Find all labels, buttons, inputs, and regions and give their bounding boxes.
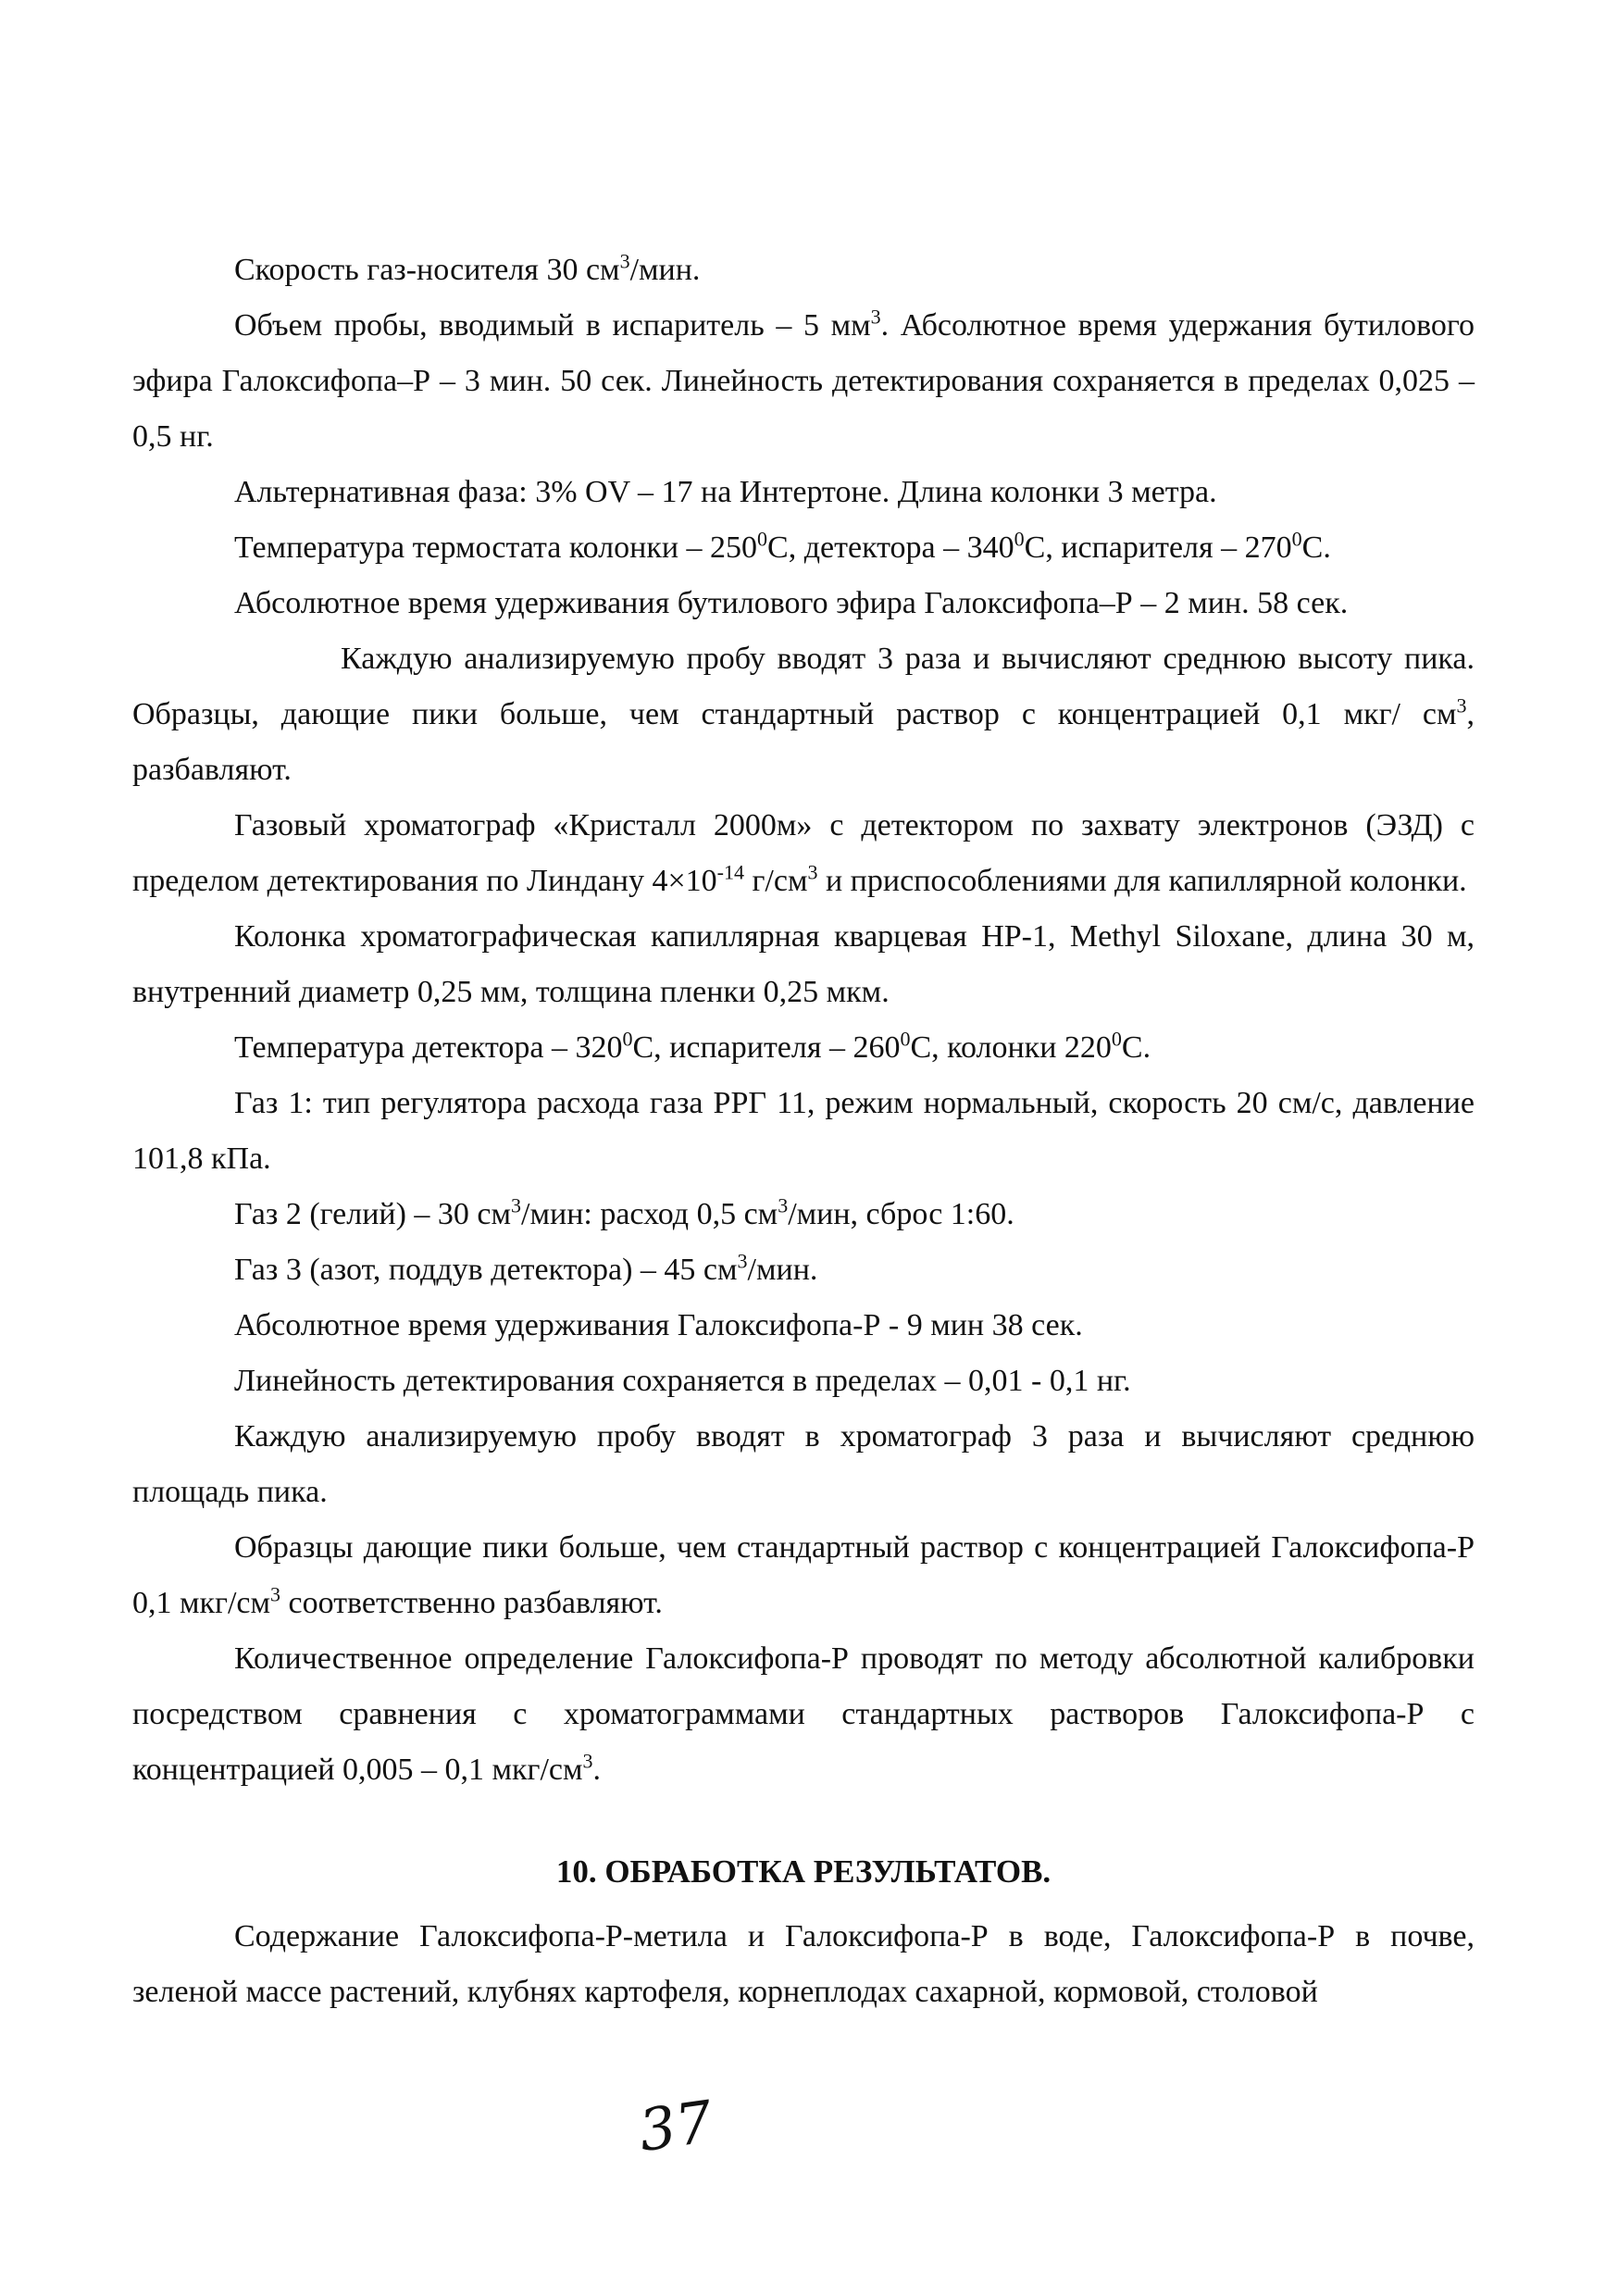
paragraph-linearity: Линейность детектирования сохраняется в пределах – 0,01 - 0,1 нг. bbox=[234, 1364, 1131, 1398]
section-title: 10. ОБРАБОТКА РЕЗУЛЬТАТОВ. bbox=[555, 1853, 1052, 1890]
paragraph-retention-time-alt: Абсолютное время удерживания бутилового эфира Галоксифопа–Р – 2 мин. 58 сек. bbox=[234, 586, 1349, 620]
paragraph-gas-2: Газ 2 (гелий) – 30 $см^3$/мин: расход 0,5 $см^3$/мин, сброс 1:60. bbox=[234, 1193, 1014, 1231]
paragraph-gas-3: Газ 3 (азот, поддув детектора) – 45 $см^3$/мин. bbox=[234, 1249, 818, 1287]
paragraph-gas-chromatograph: Газовый хроматограф «Кристалл 2000м» с детектором по захвату электронов (ЭЗД) с пределом детектирования по Линдану $4\times 10^{-14}$ $г/см^3$ и приспособлениями для капиллярной колонки. bbox=[132, 808, 1475, 898]
paragraph-dilution: Образцы дающие пики больше, чем стандартный раствор с концентрацией Галоксифопа-Р 0,1 мкг/$см^3$ соответственно разбавляют. bbox=[132, 1530, 1475, 1620]
paragraph-carrier-gas-speed: Скорость газ-носителя 30 $см^3$/мин. bbox=[234, 249, 701, 287]
paragraph-capillary-column: Колонка хроматографическая капиллярная кварцевая HP-1, Methyl Siloxane, длина 30 м, внутренний диаметр 0,25 мм, толщина пленки 0,25 мкм. bbox=[132, 919, 1475, 1009]
paragraph-thermostat-temperature: Температура термостата колонки – $250^0С$, детектора – $340^0С$, испарителя – $270^0С$. bbox=[234, 527, 1331, 565]
paragraph-retention-time: Абсолютное время удерживания Галоксифопа-Р - 9 мин 38 сек. bbox=[234, 1308, 1083, 1342]
page-number: 37 bbox=[634, 2087, 717, 2165]
paragraph-sample-injection: Каждую анализируемую пробу вводят 3 раза и вычисляют среднюю высоту пика. Образцы, дающие пики больше, чем стандартный раствор с концентрацией 0,1 мкг/ $см^3$, разбавляют. bbox=[132, 642, 1475, 787]
body-text bbox=[132, 243, 1475, 2020]
paragraph-sample-volume: Объем пробы, вводимый в испаритель – 5 $мм^3$. Абсолютное время удержания бутилового эфира Галоксифопа–Р – 3 мин. 50 сек. Линейность детектирования сохраняется в пределах 0,025 – 0,5 нг. bbox=[132, 305, 1475, 454]
paragraph-detector-temperature: Температура детектора – $320^0С$, испарителя – $260^0С$, колонки $220^0С$. bbox=[234, 1027, 1151, 1065]
paragraph-quantitative-determination: Количественное определение Галоксифопа-Р проводят по методу абсолютной калибровки посредством сравнения с хроматограммами стандартных растворов Галоксифопа-Р с концентрацией 0,005 – 0,1 мкг/$см^3$. bbox=[132, 1641, 1475, 1787]
paragraph-alternative-phase: Альтернативная фаза: 3% OV – 17 на Интертоне. Длина колонки 3 метра. bbox=[234, 475, 1217, 509]
paragraph-content: Содержание Галоксифопа-Р-метила и Галоксифопа-Р в воде, Галоксифопа-Р в почве, зеленой массе растений, клубнях картофеля, корнеплодах сахарной, кормовой, столовой bbox=[132, 1919, 1475, 2009]
paragraph-gas-1: Газ 1: тип регулятора расхода газа РРГ 11, режим нормальный, скорость 20 см/с, давление 101,8 кПа. bbox=[132, 1086, 1475, 1176]
paragraph-average-area: Каждую анализируемую пробу вводят в хроматограф 3 раза и вычисляют среднюю площадь пика. bbox=[132, 1419, 1475, 1509]
